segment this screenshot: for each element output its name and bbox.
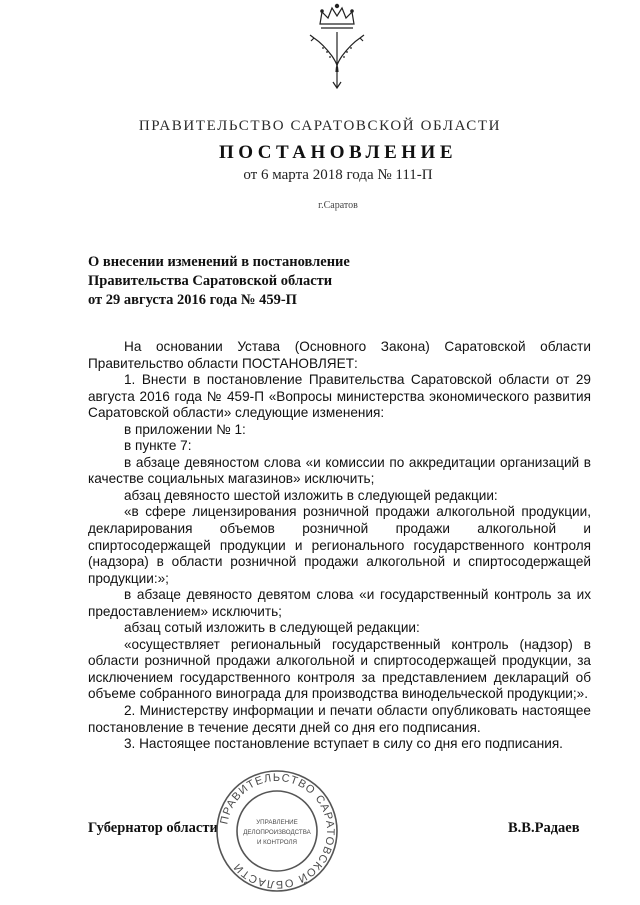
body-paragraph: в абзаце девяностом слова «и комиссии по аккредитации организаций в качестве социальных магазинов» исключить; xyxy=(88,454,591,487)
body-paragraph-item-2: 2. Министерству информации и печати области опубликовать настоящее постановление в течение десяти дней со дня его подписания. xyxy=(88,703,591,735)
body-paragraph: абзац сотый изложить в следующей редакции: xyxy=(124,620,420,636)
body-paragraph: в пункте 7: xyxy=(124,438,192,454)
signature-title: Губернатор области xyxy=(88,820,218,836)
signature-name: В.В.Радаев xyxy=(508,820,580,836)
government-name: ПРАВИТЕЛЬСТВО САРАТОВСКОЙ ОБЛАСТИ xyxy=(138,118,502,134)
document-city: г.Саратов xyxy=(318,200,358,211)
body-paragraph: в абзаце девяносто девятом слова «и государственный контроль за их предоставлением» исключить; xyxy=(88,587,591,619)
official-stamp xyxy=(214,768,340,894)
stamp-center-line: ДЕЛОПРОИЗВОДСТВА xyxy=(243,829,311,836)
stamp-center-line: УПРАВЛЕНИЕ xyxy=(256,819,298,826)
body-paragraph-preamble: На основании Устава (Основного Закона) Саратовской области Правительство области ПОСТАНОВЛЯЕТ: xyxy=(88,339,591,371)
body-paragraph-item-1: 1. Внести в постановление Правительства Саратовской области от 29 августа 2016 года № 459-П «Вопросы министерства экономического развития Саратовской области» следующие изменения: xyxy=(88,372,591,421)
body-paragraph: «в сфере лицензирования розничной продажи алкогольной продукции, декларирования объемов розничной продажи алкогольной и спиртосодержащей продукции и регионального государственного контроля (надзора) в области розничной продажи алкогольной и спиртосодержащей продукции:»; xyxy=(88,504,591,586)
coat-of-arms-emblem xyxy=(292,2,382,90)
document-subject xyxy=(88,253,448,310)
subject-line: от 29 августа 2016 года № 459-П xyxy=(88,292,297,308)
body-paragraph: абзац девяносто шестой изложить в следующей редакции: xyxy=(124,487,498,503)
document-type: ПОСТАНОВЛЕНИЕ xyxy=(218,142,458,163)
document-date-number: от 6 марта 2018 года № 111-П xyxy=(243,167,433,183)
body-paragraph: в приложении № 1: xyxy=(124,421,246,437)
subject-line: О внесении изменений в постановление xyxy=(88,254,350,270)
subject-line: Правительства Саратовской области xyxy=(88,273,333,289)
body-paragraph-item-3: 3. Настоящее постановление вступает в силу со дня его подписания. xyxy=(124,736,563,752)
document-body xyxy=(88,339,591,753)
stamp-center-line: И КОНТРОЛЯ xyxy=(256,839,298,846)
stamp-ring-text: ПРАВИТЕЛЬСТВО САРАТОВСКОЙ ОБЛАСТИ xyxy=(218,771,337,891)
body-paragraph: «осуществляет региональный государственный контроль (надзор) в области розничной продажи алкогольной и спиртосодержащей продукции, за исключением государственного контроля за представлением деклараций об объеме собранного винограда для производства винодельческой продукции;». xyxy=(88,636,591,702)
